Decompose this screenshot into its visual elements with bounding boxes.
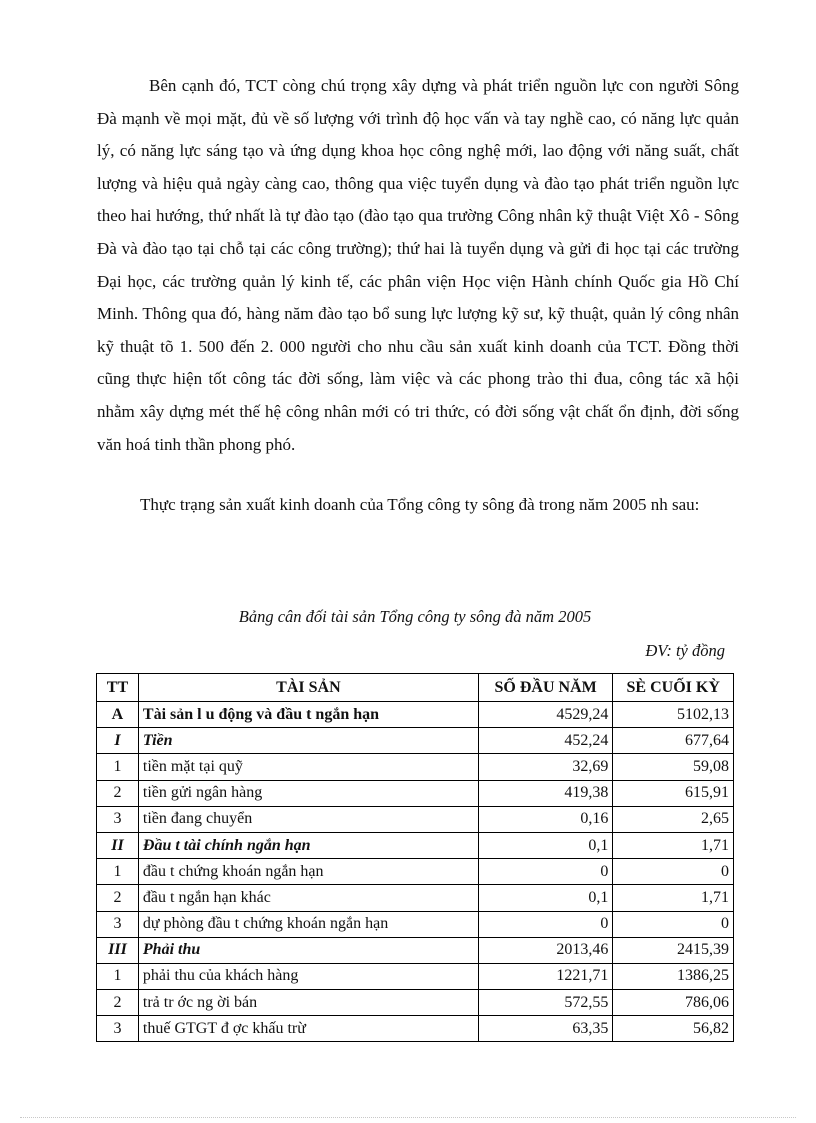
row-tt: 2 — [97, 990, 139, 1016]
table-row — [97, 806, 734, 832]
asset-table — [96, 673, 734, 1042]
table-row — [97, 1016, 734, 1042]
row-end-value: 786,06 — [613, 990, 734, 1016]
row-tt: II — [97, 832, 139, 858]
header-end-period: SÈ CUỐI KỲ — [613, 674, 734, 702]
table-header-row — [97, 674, 734, 702]
row-end-value: 1386,25 — [613, 963, 734, 989]
table-row — [97, 990, 734, 1016]
row-start-value: 4529,24 — [478, 702, 612, 728]
row-asset-name: đầu t chứng khoán ngắn hạn — [138, 859, 478, 885]
row-end-value: 1,71 — [613, 832, 734, 858]
row-asset-name: tiền gửi ngân hàng — [138, 780, 478, 806]
table-row — [97, 859, 734, 885]
row-tt: 1 — [97, 859, 139, 885]
row-start-value: 452,24 — [478, 728, 612, 754]
row-end-value: 1,71 — [613, 885, 734, 911]
row-asset-name: trả tr ớc ng ời bán — [138, 990, 478, 1016]
table-row — [97, 728, 734, 754]
row-end-value: 677,64 — [613, 728, 734, 754]
row-asset-name: Đầu t tài chính ngắn hạn — [138, 832, 478, 858]
row-asset-name: Tiền — [138, 728, 478, 754]
row-asset-name: Tài sản l u động và đầu t ngắn hạn — [138, 702, 478, 728]
row-end-value: 5102,13 — [613, 702, 734, 728]
row-tt: 3 — [97, 806, 139, 832]
table-caption: Bảng cân đối tài sản Tổng công ty sông đà năm 2005 — [238, 607, 592, 626]
row-asset-name: thuế GTGT đ ợc khấu trừ — [138, 1016, 478, 1042]
row-end-value: 0 — [613, 911, 734, 937]
table-row — [97, 832, 734, 858]
row-start-value: 32,69 — [478, 754, 612, 780]
row-end-value: 2415,39 — [613, 937, 734, 963]
row-end-value: 615,91 — [613, 780, 734, 806]
header-start-year: SỐ ĐẦU NĂM — [478, 674, 612, 702]
row-tt: I — [97, 728, 139, 754]
row-start-value: 0,1 — [478, 885, 612, 911]
table-body — [97, 702, 734, 1042]
row-tt: 3 — [97, 911, 139, 937]
row-start-value: 2013,46 — [478, 937, 612, 963]
header-asset: TÀI SẢN — [138, 674, 478, 702]
row-start-value: 1221,71 — [478, 963, 612, 989]
row-asset-name: phải thu của khách hàng — [138, 963, 478, 989]
row-start-value: 0 — [478, 911, 612, 937]
row-start-value: 0,16 — [478, 806, 612, 832]
row-asset-name: tiền mặt tại quỹ — [138, 754, 478, 780]
row-end-value: 0 — [613, 859, 734, 885]
row-start-value: 0 — [478, 859, 612, 885]
table-row — [97, 963, 734, 989]
table-row — [97, 911, 734, 937]
row-tt: III — [97, 937, 139, 963]
row-start-value: 419,38 — [478, 780, 612, 806]
row-tt: 3 — [97, 1016, 139, 1042]
page-bottom-rule — [20, 1117, 796, 1118]
row-tt: 1 — [97, 963, 139, 989]
table-row — [97, 937, 734, 963]
body-paragraph-1: Bên cạnh đó, TCT còng chú trọng xây dựng và phát triển nguồn lực con người Sông Đà mạnh về mọi mặt, đủ về số lượng với trình độ học vấn và tay nghề cao, có năng lực quản lý, có năng lực sáng tạo và ứng dụng khoa học công nghệ mới, lao động với năng suất, chất lượng và hiệu quả ngày càng cao, thông qua việc tuyển dụng và đào tạo phát triển nguồn lực theo hai hướng, thứ nhất là tự đào tạo (đào tạo qua trường Công nhân kỹ thuật Việt Xô - Sông Đà và đào tạo tại chỗ tại các công trường); thứ hai là tuyển dụng và gửi đi học tại các trường Đại học, các trường quản lý kinh tế, các phân viện Học viện Hành chính Quốc gia Hồ Chí Minh. Thông qua đó, hàng năm đào tạo bổ sung lực lượng kỹ sư, kỹ thuật, quản lý công nhân kỹ thuật tõ 1. 500 đến 2. 000 người cho nhu cầu sản xuất kinh doanh của TCT. Đồng thời cũng thực hiện tốt công tác đời sống, làm việc và các phong trào thi đua, công tác xã hội nhằm xây dựng mét thế hệ công nhân mới có tri thức, có đời sống vật chất ổn định, đời sống văn hoá tinh thần phong phó. — [97, 76, 739, 454]
row-end-value: 59,08 — [613, 754, 734, 780]
header-tt: TT — [97, 674, 139, 702]
row-tt: 1 — [97, 754, 139, 780]
row-asset-name: tiền đang chuyển — [138, 806, 478, 832]
table-row — [97, 885, 734, 911]
row-asset-name: dự phòng đầu t chứng khoán ngắn hạn — [138, 911, 478, 937]
body-paragraph-2: Thực trạng sản xuất kinh doanh của Tổng công ty sông đà trong năm 2005 nh sau: — [140, 495, 700, 514]
row-tt: A — [97, 702, 139, 728]
row-end-value: 2,65 — [613, 806, 734, 832]
row-asset-name: Phải thu — [138, 937, 478, 963]
unit-label: ĐV: tỷ đồng — [645, 641, 725, 660]
row-tt: 2 — [97, 885, 139, 911]
table-row — [97, 780, 734, 806]
row-start-value: 572,55 — [478, 990, 612, 1016]
row-asset-name: đầu t ngắn hạn khác — [138, 885, 478, 911]
table-row — [97, 702, 734, 728]
row-start-value: 0,1 — [478, 832, 612, 858]
row-start-value: 63,35 — [478, 1016, 612, 1042]
row-end-value: 56,82 — [613, 1016, 734, 1042]
table-row — [97, 754, 734, 780]
row-tt: 2 — [97, 780, 139, 806]
